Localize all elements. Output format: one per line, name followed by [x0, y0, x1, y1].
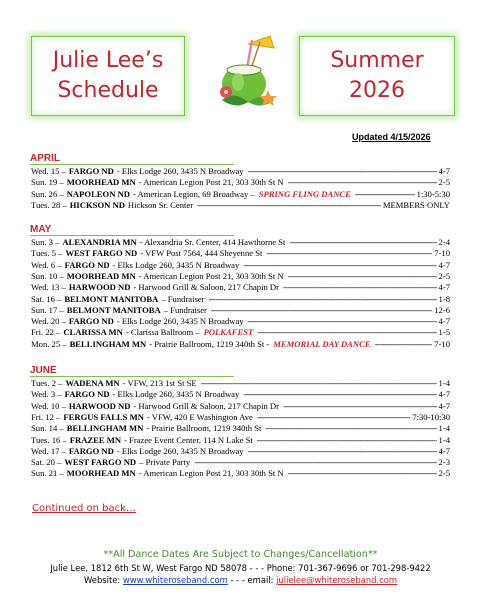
contact-address: Julie Lee, 1812 6th St W, West Fargo ND 58078 - - - Phone: 701-367-9696 or 701-298-9422: [50, 563, 431, 573]
leader-dots: [283, 401, 437, 412]
event-row: [31, 423, 450, 434]
leader-dots: [194, 457, 436, 468]
leader-dots: [248, 166, 437, 177]
title-box-right: [299, 36, 455, 116]
event-venue: - American Legion Post 21, 303 30th St N: [138, 270, 284, 281]
event-row: [31, 446, 450, 457]
event-time: 4-7: [438, 445, 450, 456]
event-day: Sun. 17 –: [31, 304, 64, 315]
event-day: Sun. 10 –: [31, 270, 64, 281]
event-venue: - Alexandria Sr. Center, 414 Hawthorne St: [139, 237, 286, 247]
event-venue: - Elks Lodge 260, 3435 N Broadway: [116, 445, 244, 456]
leader-dots: [266, 248, 432, 259]
event-time: 4-7: [438, 389, 450, 400]
event-row: [31, 166, 450, 177]
event-time: 7:30-10:30: [412, 411, 450, 422]
event-venue: - VFW, 213 1st St SE: [122, 378, 197, 388]
event-time: 4-7: [438, 259, 450, 270]
event-day: Sun. 21 –: [31, 468, 64, 479]
event-row: [31, 248, 450, 259]
event-time: 1-5: [438, 327, 450, 338]
event-row: [31, 189, 450, 200]
event-venue: - VFW, 420 E Washington Ave: [146, 411, 253, 422]
event-time: 1:30-5:30: [416, 188, 450, 199]
event-location: CLARISSA MN: [63, 327, 123, 338]
event-day: Sat. 16 –: [31, 293, 62, 304]
event-day: Wed. 13 –: [31, 282, 66, 293]
leader-dots: [209, 294, 437, 305]
event-time: 4-7: [438, 282, 450, 293]
event-venue: - American Legion Post 21, 303 30th St N: [138, 177, 284, 188]
event-day: Wed. 20 –: [31, 316, 66, 327]
leader-dots: [248, 446, 437, 457]
event-time: 7-10: [434, 338, 450, 349]
leader-dots: [257, 435, 437, 446]
event-venue: - Clarissa Ballroom –: [125, 327, 200, 338]
event-time: 2-4: [438, 237, 450, 247]
event-venue: – Fundraiser: [163, 304, 207, 315]
event-row: [31, 412, 450, 423]
event-day: Sun. 19 –: [31, 177, 64, 188]
event-day: Mon. 25 –: [31, 338, 67, 349]
event-location: MOORHEAD MN: [66, 468, 136, 479]
event-venue: - Elks Lodge 260, 3435 N Broadway: [116, 316, 244, 327]
event-location: BELLINGHAM MN: [69, 338, 147, 349]
event-location: WADENA MN: [65, 378, 120, 388]
month-heading: APRIL: [30, 153, 60, 164]
event-row: [31, 339, 450, 350]
title-season: Summer: [330, 48, 424, 73]
event-row: [31, 457, 450, 468]
event-row: [31, 305, 450, 316]
event-venue: - American Legion Post 21, 303 30th St N: [138, 468, 284, 479]
event-day: Tues. 2 –: [31, 378, 63, 388]
event-time: 1-4: [438, 378, 450, 388]
event-day: Tues. 5 –: [31, 248, 63, 259]
leader-dots: [288, 468, 437, 479]
event-day: Sat. 20 –: [31, 457, 62, 468]
website-label: Website:: [84, 575, 121, 585]
leader-dots: [243, 260, 436, 271]
event-location: MOORHEAD MN: [66, 177, 136, 188]
event-venue: - Elks Lodge 260, 3435 N Broadway: [112, 389, 240, 400]
event-row: [31, 389, 450, 400]
event-location: FARGO ND: [68, 316, 114, 327]
event-venue: - Frazee Event Center, 114 N Lake St: [124, 434, 253, 445]
leader-dots: [375, 339, 433, 350]
updated-date: Updated 4/15/2026: [352, 132, 431, 142]
event-location: BELMONT MANITOBA: [66, 304, 161, 315]
email-label: - - - email:: [230, 575, 274, 585]
event-venue: – Private Party: [139, 457, 191, 468]
event-venue: - Elks Lodge 260, 3435 N Broadway: [116, 166, 244, 176]
event-time: 1-8: [438, 293, 450, 304]
contact-web: [0, 575, 481, 585]
title-schedule: Schedule: [57, 78, 159, 103]
event-venue: Hickson Sr. Center: [127, 199, 194, 210]
event-time: 4-7: [438, 166, 450, 176]
event-row: [31, 435, 450, 446]
coconut-drink-icon: [208, 30, 290, 114]
event-day: Fri. 22 –: [31, 327, 61, 338]
event-time: 2-3: [438, 457, 450, 468]
event-location: FARGO ND: [64, 389, 110, 400]
leader-dots: [257, 412, 410, 423]
event-row: [31, 282, 450, 293]
event-venue: - Prairie Ballroom, 1219 340th St -: [149, 338, 270, 349]
event-venue: - Harwood Grill & Saloon, 217 Chapin Dr: [133, 400, 280, 411]
event-location: MOORHEAD MN: [66, 270, 136, 281]
event-location: FRAZEE MN: [69, 434, 122, 445]
event-special: POLKAFEST: [203, 327, 254, 338]
leader-dots: [257, 327, 436, 338]
leader-dots: [355, 189, 415, 200]
event-venue: - VFW Post 7564, 444 Sheyenne St: [140, 248, 263, 259]
event-location: NAPOLEON ND: [66, 188, 130, 199]
event-row: [31, 401, 450, 412]
month-divider: [30, 376, 234, 377]
email-link[interactable]: julielee@whiteroseband.com: [276, 575, 397, 585]
event-location: FARGO ND: [68, 166, 114, 176]
event-row: [31, 237, 450, 248]
event-venue: - Elks Lodge 260, 3435 N Broadway: [112, 259, 240, 270]
event-location: HARWOOD ND: [68, 400, 131, 411]
disclaimer-note: **All Dance Dates Are Subject to Changes/Cancellation**: [103, 549, 378, 560]
leader-dots: [211, 305, 432, 316]
month-heading: JUNE: [30, 365, 57, 376]
event-time: 4-7: [438, 316, 450, 327]
leader-dots: [283, 282, 437, 293]
event-row: [31, 327, 450, 338]
event-day: Wed. 10 –: [31, 400, 66, 411]
event-special: SPRING FLING DANCE: [258, 188, 351, 199]
event-venue: - Prairie Ballroom, 1219 340th St: [146, 423, 262, 434]
event-time: 12-6: [434, 304, 450, 315]
event-row: [31, 316, 450, 327]
event-row: [31, 200, 450, 211]
event-location: FERGUS FALLS MN: [63, 411, 144, 422]
event-day: Sun. 14 –: [31, 423, 64, 434]
leader-dots: [288, 271, 437, 282]
event-day: Sun. 26 –: [31, 188, 64, 199]
event-time: 2-5: [438, 468, 450, 479]
event-time: 1-4: [438, 434, 450, 445]
leader-dots: [201, 378, 437, 389]
event-location: BELMONT MANITOBA: [64, 293, 159, 304]
event-day: Fri. 12 –: [31, 411, 61, 422]
event-day: Tues. 16 –: [31, 434, 67, 445]
leader-dots: [243, 389, 436, 400]
event-location: HARWOOD ND: [68, 282, 131, 293]
event-time: MEMBERS ONLY: [382, 199, 450, 210]
event-location: WEST FARGO ND: [65, 248, 138, 259]
event-time: 1-4: [438, 423, 450, 434]
event-time: 2-5: [438, 270, 450, 281]
event-day: Wed. 6 –: [31, 259, 62, 270]
event-row: [31, 468, 450, 479]
event-row: [31, 378, 450, 389]
event-venue: – Fundraiser: [161, 293, 205, 304]
event-day: Wed. 15 –: [31, 166, 66, 176]
event-day: Wed. 17 –: [31, 445, 66, 456]
leader-dots: [248, 316, 437, 327]
month-divider: [30, 235, 234, 236]
website-link[interactable]: www.whiteroseband.com: [122, 575, 228, 585]
event-time: 2-5: [438, 177, 450, 188]
month-divider: [30, 164, 234, 165]
leader-dots: [288, 177, 437, 188]
event-row: [31, 271, 450, 282]
leader-dots: [197, 200, 381, 211]
event-location: HICKSON ND: [69, 199, 125, 210]
event-location: ALEXANDRIA MN: [62, 237, 137, 247]
event-location: FARGO ND: [64, 259, 110, 270]
event-day: Tues. 28 –: [31, 199, 67, 210]
event-day: Wed. 3 –: [31, 389, 62, 400]
title-box-left: [31, 36, 185, 116]
event-location: WEST FARGO ND: [64, 457, 137, 468]
month-heading: MAY: [30, 224, 52, 235]
event-location: FARGO ND: [68, 445, 114, 456]
event-time: 7-10: [434, 248, 450, 259]
title-name: Julie Lee’s: [52, 48, 164, 73]
title-year: 2026: [349, 78, 405, 103]
continued-link[interactable]: Continued on back…: [32, 503, 136, 514]
event-venue: - American Legion, 69 Broadway –: [132, 188, 255, 199]
leader-dots: [289, 237, 436, 248]
event-row: [31, 177, 450, 188]
event-time: 4-7: [438, 400, 450, 411]
event-special: MEMORIAL DAY DANCE: [273, 338, 371, 349]
event-venue: - Harwood Grill & Saloon, 217 Chapin Dr: [133, 282, 280, 293]
event-row: [31, 294, 450, 305]
leader-dots: [265, 423, 436, 434]
event-row: [31, 260, 450, 271]
event-day: Sun. 3 –: [31, 237, 60, 247]
event-location: BELLINGHAM MN: [66, 423, 144, 434]
